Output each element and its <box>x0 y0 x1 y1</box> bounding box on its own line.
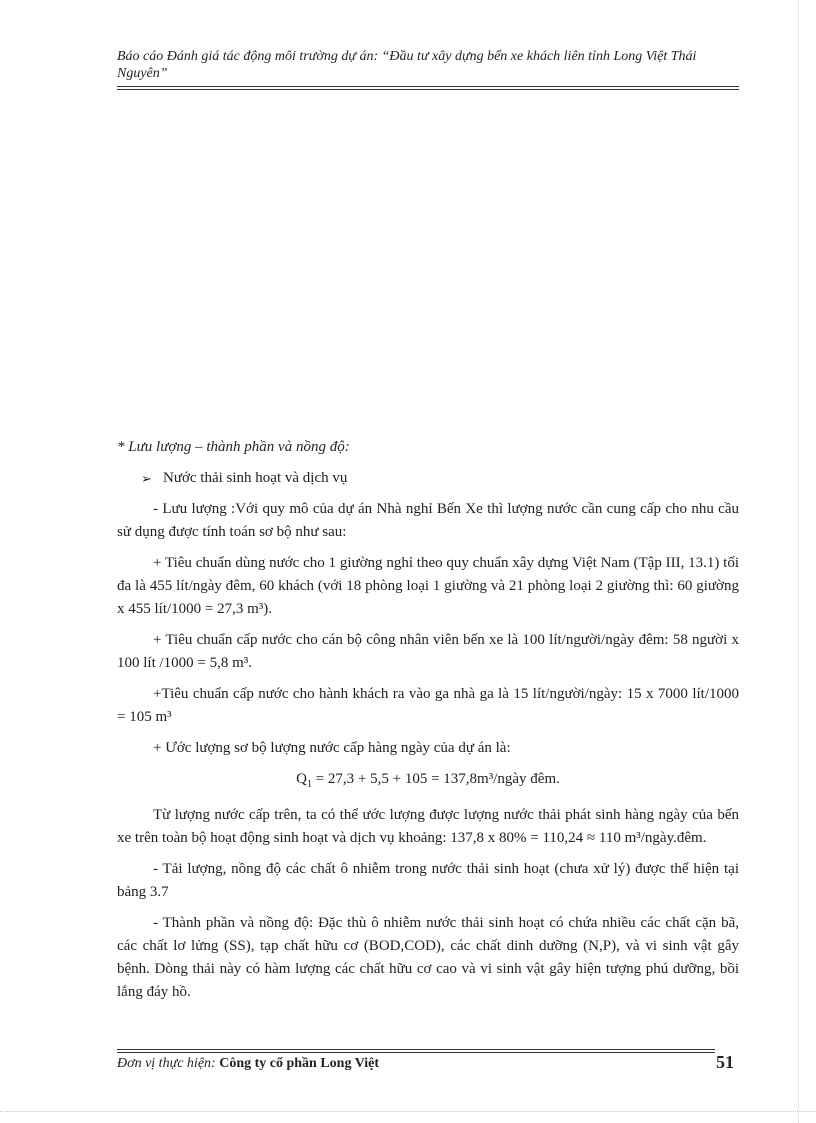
arrow-bullet-icon: ➢ <box>141 471 152 486</box>
footer-company: Công ty cổ phần Long Việt <box>219 1056 380 1071</box>
bullet-label: Nước thải sinh hoạt và dịch vụ <box>163 470 348 486</box>
header-rule-top <box>117 86 739 87</box>
formula <box>117 768 739 796</box>
paragraph-load: - Tải lượng, nồng độ các chất ô nhiễm trong nước thải sinh hoạt (chưa xử lý) được thể hiện tại bảng 3.7 <box>117 861 739 900</box>
formula-expression: = 27,3 + 5,5 + 105 = 137,8m³/ngày đêm. <box>311 771 560 787</box>
paragraph-passenger-standard: +Tiêu chuẩn cấp nước cho hành khách ra vào ga nhà ga là 15 lít/người/ngày: 15 x 7000 lít/1000 = 105 m³ <box>117 686 739 725</box>
bullet-item <box>117 467 739 490</box>
paragraph-bed-standard: + Tiêu chuẩn dùng nước cho 1 giường nghỉ theo quy chuẩn xây dựng Việt Nam (Tập III, 13.1) tối đa là 455 lít/ngày đêm, 60 khách (với 18 phòng loại 1 giường và 21 phòng loại 2 giường thì: 60 giường x 455 lít/1000 = 27,3 m³). <box>117 555 739 617</box>
formula-subscript: 1 <box>306 779 312 790</box>
paragraph-staff-standard: + Tiêu chuẩn cấp nước cho cán bộ công nhân viên bến xe là 100 lít/người/ngày đêm: 58 người x 100 lít /1000 = 5,8 m³. <box>117 632 739 671</box>
footer-rule-top <box>117 1049 715 1050</box>
formula-symbol: Q <box>296 771 307 787</box>
footer-label: Đơn vị thực hiện: <box>117 1056 216 1071</box>
page-footer <box>117 1056 739 1072</box>
paragraph-flow: - Lưu lượng :Với quy mô của dự án Nhà nghỉ Bến Xe thì lượng nước cần cung cấp cho nhu cầu sử dụng được tính toán sơ bộ như sau: <box>117 501 739 540</box>
paragraph-wastewater: Từ lượng nước cấp trên, ta có thể ước lượng được lượng nước thải phát sinh hàng ngày của bến xe trên toàn bộ hoạt động sinh hoạt và dịch vụ khoảng: 137,8 x 80% = 110,24 ≈ 110 m³/ngày.đêm. <box>117 807 739 846</box>
page-edge-dotted-bottom <box>0 1111 816 1112</box>
paragraph-composition: - Thành phần và nồng độ: Đặc thù ô nhiễm nước thải sinh hoạt có chứa nhiều các chất cặn bã, các chất lơ lửng (SS), tạp chất hữu cơ (BOD,COD), các chất dinh dưỡng (N,P), và vi sinh vật gây bệnh. Dòng thải này có hàm lượng các chất hữu cơ cao và vi sinh vật gây hiện tượng phú dưỡng, bồi lắng đáy hồ. <box>117 915 739 1000</box>
page-edge-dotted-right <box>798 0 799 1123</box>
page-number: 51 <box>716 1052 734 1072</box>
section-heading: * Lưu lượng – thành phần và nồng độ: <box>117 439 350 455</box>
footer-rule-bottom <box>117 1052 715 1053</box>
page-header <box>117 48 739 82</box>
header-title: Báo cáo Đánh giá tác động môi trường dự án: “Đầu tư xây dựng bến xe khách liên tỉnh Long Việt Thái Nguyên” <box>117 49 697 81</box>
paragraph-estimate: + Ước lượng sơ bộ lượng nước cấp hàng ngày của dự án là: <box>153 740 511 756</box>
body-content <box>117 436 739 1012</box>
header-rule-bottom <box>117 89 739 90</box>
